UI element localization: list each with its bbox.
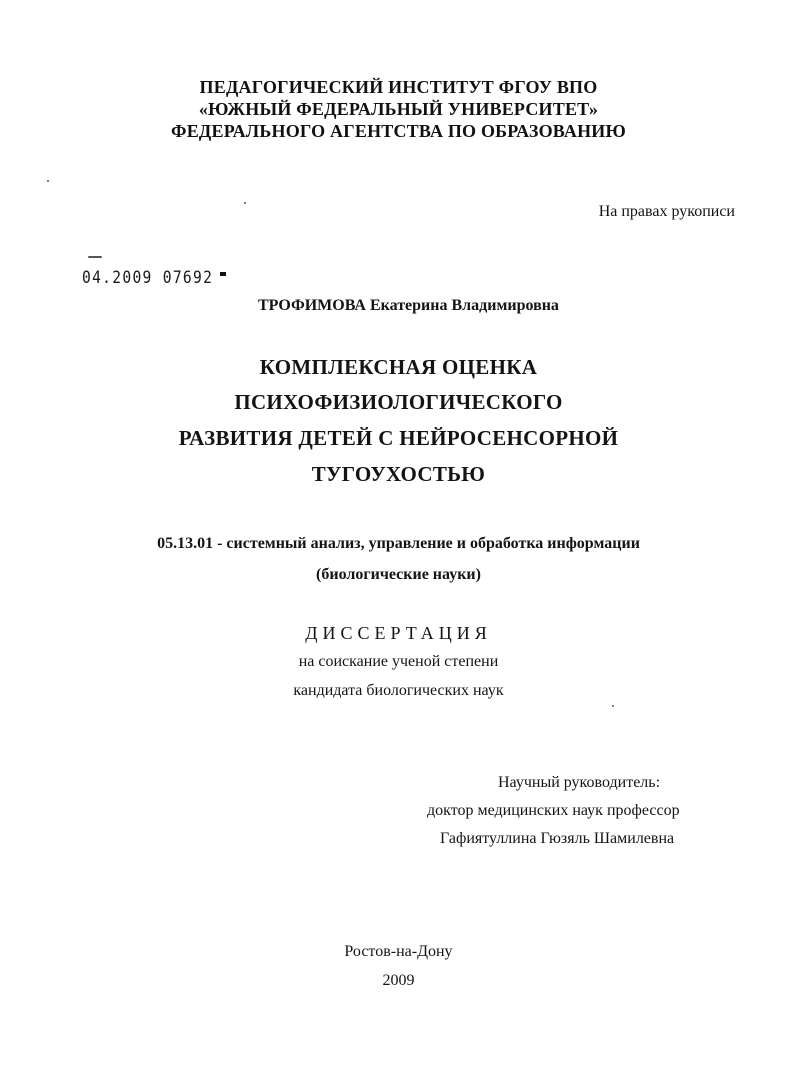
institution-line-3: ФЕДЕРАЛЬНОГО АГЕНТСТВА ПО ОБРАЗОВАНИЮ — [171, 121, 626, 141]
year: 2009 — [382, 972, 415, 989]
registration-number: 04.2009 07692 — [82, 268, 214, 288]
institution-line-1: ПЕДАГОГИЧЕСКИЙ ИНСТИТУТ ФГОУ ВПО — [199, 77, 598, 97]
scan-speck — [244, 202, 246, 204]
advisor-role: Научный руководитель: — [498, 774, 661, 791]
registration-stamp — [82, 268, 213, 288]
scan-speck — [612, 705, 614, 707]
stamp-mark — [220, 272, 226, 276]
author-surname: ТРОФИМОВА — [258, 297, 366, 314]
scan-speck — [47, 180, 49, 182]
degree-line-1: на соискание ученой степени — [298, 653, 499, 670]
thesis-title-line-3: РАЗВИТИЯ ДЕТЕЙ С НЕЙРОСЕНСОРНОЙ — [178, 426, 619, 450]
thesis-title-line-1: КОМПЛЕКСНАЯ ОЦЕНКА — [259, 355, 538, 379]
rights-note: На правах рукописи — [598, 203, 735, 220]
thesis-title-line-4: ТУГОУХОСТЬЮ — [311, 462, 486, 486]
science-field: (биологические науки) — [316, 566, 481, 583]
advisor-name: Гафиятуллина Гюзяль Шамилевна — [440, 830, 675, 847]
degree-line-2: кандидата биологических наук — [293, 682, 504, 699]
advisor-credentials: доктор медицинских наук профессор — [427, 802, 680, 819]
document-type: ДИССЕРТАЦИЯ — [305, 623, 492, 643]
stamp-top-mark — [88, 256, 102, 258]
author-given-names: Екатерина Владимировна — [369, 297, 559, 314]
city: Ростов-на-Дону — [344, 943, 453, 960]
author-name — [258, 297, 559, 315]
specialty-line: 05.13.01 - системный анализ, управление и обработка информации — [157, 535, 640, 552]
thesis-title-line-2: ПСИХОФИЗИОЛОГИЧЕСКОГО — [234, 390, 563, 414]
institution-line-2: «ЮЖНЫЙ ФЕДЕРАЛЬНЫЙ УНИВЕРСИТЕТ» — [198, 99, 599, 119]
